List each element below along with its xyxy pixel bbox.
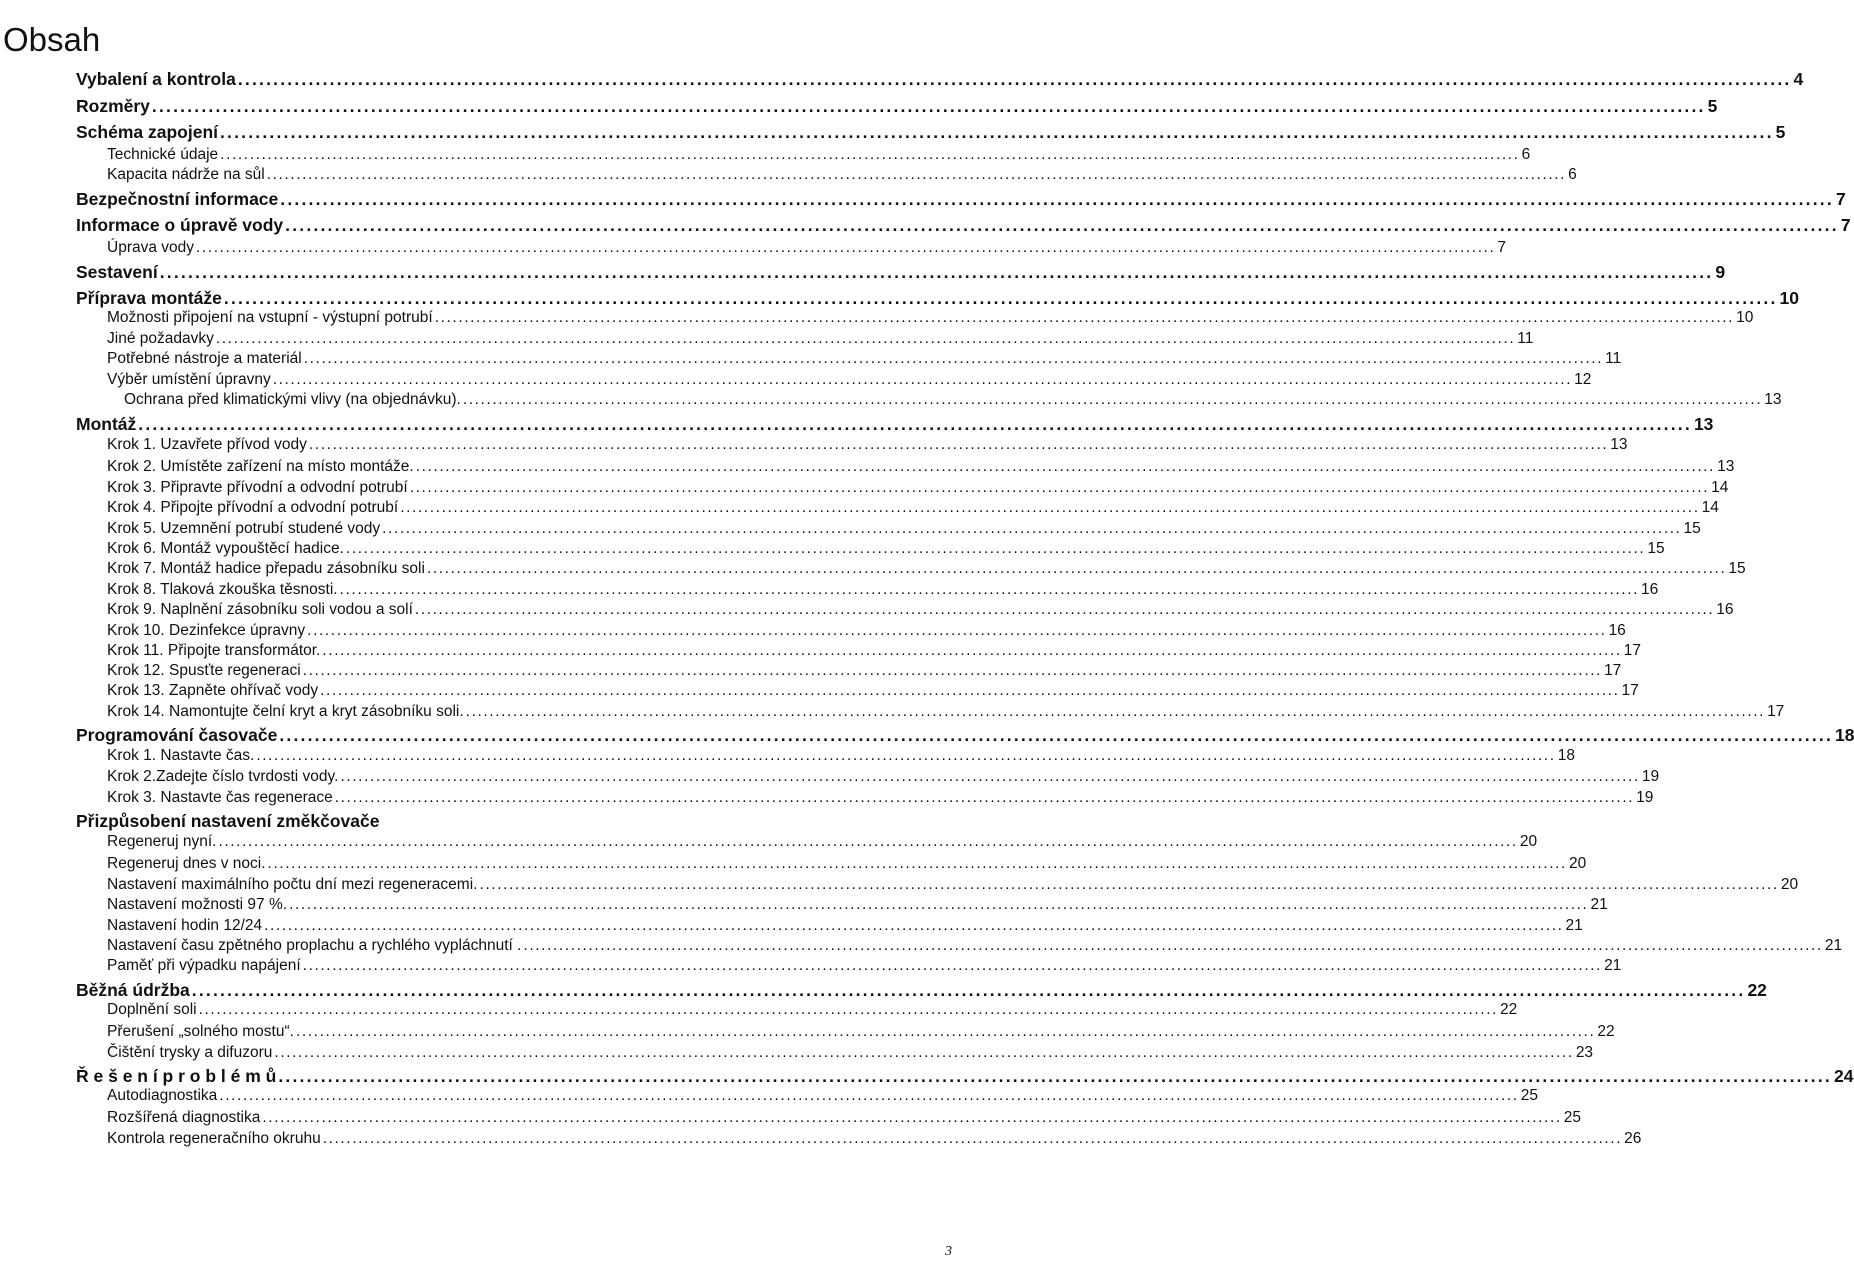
toc-entry-label: Krok 3. Nastavte čas regenerace [107,789,333,806]
toc-leader-dots: ............................................................................................................................................................................................................................ [307,622,1607,639]
toc-entry-label: Krok 2.Zadejte číslo tvrdosti vody. [107,768,339,785]
toc-entry-label: Regeneruj dnes v noci. [107,855,266,872]
toc-leader-dots: ............................................................................................................................................................................................................................ [262,1109,1562,1126]
toc-entry-subsection[interactable] [107,855,1587,873]
toc-leader-dots: ............................................................................................................................................................................................................................ [523,937,1823,954]
toc-entry-label: Montáž [76,414,137,434]
toc-entry-page: 17 [1623,642,1642,659]
toc-leader-dots: ............................................................................................................................................................................................................................ [434,309,1735,326]
page-number: 3 [945,1244,952,1259]
toc-entry-label: Jiné požadavky [107,330,214,347]
toc-entry-section[interactable] [76,122,1786,143]
toc-leader-dots: ............................................................................................................................................................................................................................ [303,350,1604,367]
toc-entry-page: 24 [1833,1066,1854,1086]
toc-entry-label: Bezpečnostní informace [76,189,279,209]
toc-entry-subsection[interactable] [107,622,1626,640]
toc-entry-label: Běžná údržba [76,980,190,1000]
toc-entry-page: 7 [1840,215,1851,235]
toc-entry-label: Schéma zapojení [76,122,218,142]
toc-leader-dots: ............................................................................................................................................................................................................................ [334,789,1635,806]
toc-entry-page: 9 [1715,262,1726,282]
toc-entry-subsection[interactable] [107,309,1754,327]
toc-entry-page: 18 [1835,725,1854,745]
toc-leader-dots: ............................................................................................................................................................................................................................ [219,1087,1519,1104]
toc-entry-page: 15 [1683,520,1701,537]
toc-entry-page: 25 [1520,1087,1538,1104]
toc-entry-label: Krok 13. Zapněte ohřívač vody [107,682,319,699]
toc-entry-label: Úprava vody [107,239,195,256]
toc-entry-label: Krok 11. Připojte transformátor. [107,642,321,659]
toc-entry-page: 11 [1517,330,1534,347]
toc-entry-subsection[interactable] [107,436,1628,454]
toc-leader-dots: ............................................................................................................................................................................................................................ [400,499,1700,516]
toc-entry-label: Přerušení „solného mostu“. [107,1023,294,1040]
toc-entry-page: 13 [1693,414,1714,434]
toc-entry-page: 7 [1497,239,1507,256]
toc-entry-label: Autodiagnostika [107,1087,218,1104]
toc-entry-subsection[interactable] [107,1044,1594,1062]
toc-entry-subsection[interactable] [107,166,1577,184]
toc-entry-page: 10 [1736,309,1754,326]
toc-entry-subsection[interactable] [107,520,1701,538]
toc-entry-subsection[interactable] [107,876,1799,894]
toc-entry-subsection[interactable] [107,540,1665,558]
toc-entry-subsection[interactable] [107,957,1622,975]
toc-leader-dots: ............................................................................................................................................................................................................................ [302,662,1603,679]
toc-entry-subsection[interactable] [107,917,1583,935]
toc-entry-subsection[interactable] [107,1109,1582,1127]
toc-leader-dots: ............................................................................................................................................................................................................................ [151,96,1706,116]
toc-entry-label: Rozšířená diagnostika [107,1109,261,1126]
toc-entry-subsection[interactable] [107,1023,1615,1041]
toc-entry-page: 21 [1590,896,1608,913]
toc-entry-section[interactable] [76,414,1714,435]
toc-entry-page: 19 [1641,768,1660,785]
toc-entry-subsection[interactable] [107,937,1843,955]
toc-entry-label: Doplnění soli [107,1001,197,1018]
toc-entry-label: Rozměry [76,96,150,116]
toc-entry-page: 17 [1621,682,1639,699]
toc-entry-subsection[interactable] [107,768,1660,786]
toc-leader-dots: ............................................................................................................................................................................................................................ [289,896,1589,913]
toc-leader-dots: ............................................................................................................................................................................................................................ [340,768,1640,785]
toc-entry-page: 5 [1707,96,1718,116]
toc-leader-dots: ............................................................................................................................................................................................................................ [280,189,1834,209]
toc-entry-label: Krok 3. Připravte přívodní a odvodní potrubí [107,479,408,496]
toc-entry-label: Potřebné nástroje a materiál [107,350,302,367]
toc-entry-page: 14 [1701,499,1719,516]
toc-leader-dots: ............................................................................................................................................................................................................................ [220,146,1520,163]
toc-entry-label: Kontrola regeneračního okruhu [107,1130,321,1147]
toc-entry-label: Nastavení možnosti 97 %. [107,896,288,913]
toc-entry-label: Krok 1. Nastavte čas. [107,747,255,764]
toc-entry-label: Nastavení času zpětného proplachu a rychlého vypláchnutí . [107,937,522,954]
toc-leader-dots: ............................................................................................................................................................................................................................ [237,69,1792,89]
toc-entry-section[interactable] [76,189,1846,210]
toc-entry-subsection[interactable] [107,1001,1518,1019]
toc-entry-page: 15 [1728,560,1746,577]
toc-leader-dots: ............................................................................................................................................................................................................................ [266,166,1567,183]
toc-entry-subsection[interactable] [107,833,1538,851]
toc-entry-subsection[interactable] [107,146,1531,164]
toc-entry-label: Krok 4. Připojte přívodní a odvodní potrubí [107,499,399,516]
toc-entry-subsection[interactable] [107,239,1507,257]
toc-leader-dots: ............................................................................................................................................................................................................................ [267,855,1567,872]
toc-leader-dots: ............................................................................................................................................................................................................................ [274,1044,1574,1061]
toc-entry-subsection[interactable] [124,391,1782,409]
toc-leader-dots: ............................................................................................................................................................................................................................ [308,436,1609,453]
toc-entry-page: 13 [1610,436,1628,453]
toc-entry-subsection[interactable] [107,601,1734,619]
toc-entry-page: 4 [1793,69,1804,89]
toc-entry-subsection[interactable] [107,1087,1538,1105]
toc-leader-dots: ............................................................................................................................................................................................................................ [415,458,1716,475]
toc-entry-subsection[interactable] [107,330,1534,348]
toc-entry-subsection[interactable] [107,703,1785,721]
toc-entry-label: Příprava montáže [76,288,222,308]
toc-entry-label: Vybalení a kontrola [76,69,236,89]
toc-entry-label: Krok 2. Umístěte zařízení na místo montáže. [107,458,414,475]
toc-entry-label: Krok 9. Naplnění zásobníku soli vodou a solí [107,601,413,618]
toc-entry-subsection[interactable] [107,458,1735,476]
toc-leader-dots: ............................................................................................................................................................................................................................ [382,520,1682,537]
toc-entry-section[interactable] [76,215,1851,236]
toc-entry-label: Paměť při výpadku napájení [107,957,301,974]
toc-entry-section[interactable] [76,811,954,832]
toc-entry-page: 20 [1568,855,1587,872]
toc-entry-page: 23 [1575,1044,1594,1061]
toc-leader-dots: ............................................................................................................................................................................................................................ [465,703,1766,720]
toc-entry-page: 7 [1835,189,1846,209]
toc-entry-label: Nastavení maximálního počtu dní mezi regeneracemi. [107,876,478,893]
toc-entry-label: Programování časovače [76,725,278,745]
toc-entry-label: Ř e š e n í p r o b l é m ů [76,1066,277,1086]
toc-leader-dots: ............................................................................................................................................................................................................................ [218,833,1518,850]
toc-leader-dots: ............................................................................................................................................................................................................................ [339,581,1640,598]
toc-leader-dots: ............................................................................................................................................................................................................................ [320,682,1620,699]
toc-entry-subsection[interactable] [107,350,1622,368]
toc-entry-page: 21 [1824,937,1843,954]
toc-leader-dots: ............................................................................................................................................................................................................................ [220,122,1774,142]
toc-leader-dots: ............................................................................................................................................................................................................................ [278,1066,1832,1086]
toc-entry-subsection[interactable] [107,479,1729,497]
toc-entry-page: 14 [1711,479,1729,496]
toc-leader-dots: ............................................................................................................................................................................................................................ [479,876,1779,893]
toc-entry-subsection[interactable] [107,371,1592,389]
toc-entry-section[interactable] [76,288,1800,309]
toc-entry-page: 5 [1775,122,1786,142]
toc-leader-dots: ............................................................................................................................................................................................................................ [462,391,1763,408]
toc-leader-dots: ............................................................................................................................................................................................................................ [272,371,1573,388]
toc-entry-label: Přizpůsobení nastavení změkčovače [76,811,380,831]
toc-entry-page: 15 [1647,540,1665,557]
toc-entry-label: Výběr umístění úpravny [107,371,271,388]
toc-entry-page: 12 [1574,371,1592,388]
toc-leader-dots: ............................................................................................................................................................................................................................ [295,1023,1596,1040]
toc-entry-page: 22 [1597,1023,1615,1040]
toc-entry-label: Krok 10. Dezinfekce úpravny [107,622,306,639]
toc-entry-page: 21 [1604,957,1622,974]
toc-entry-section[interactable] [76,1066,1854,1087]
toc-entry-section[interactable] [76,980,1767,1001]
toc-leader-dots: ............................................................................................................................................................................................................................ [322,1130,1623,1147]
toc-entry-label: Informace o úpravě vody [76,215,284,235]
toc-entry-page: 26 [1624,1130,1642,1147]
toc-entry-page: 20 [1780,876,1799,893]
toc-entry-page: 20 [1519,833,1538,850]
toc-entry-subsection[interactable] [107,499,1719,517]
toc-entry-section[interactable] [76,262,1726,283]
toc-entry-page: 6 [1521,146,1531,163]
toc-entry-page: 10 [1779,288,1800,308]
toc-leader-dots: ............................................................................................................................................................................................................................ [196,239,1496,256]
toc-entry-label: Krok 8. Tlaková zkouška těsnosti. [107,581,338,598]
toc-entry-page: 17 [1767,703,1785,720]
toc-entry-subsection[interactable] [107,581,1659,599]
toc-entry-label: Nastavení hodin 12/24 [107,917,263,934]
toc-entry-label: Krok 14. Namontujte čelní kryt a kryt zásobníku soli. [107,703,464,720]
toc-entry-label: Krok 7. Montáž hadice přepadu zásobníku soli [107,560,425,577]
toc-entry-page: 13 [1717,458,1735,475]
toc-entry-section[interactable] [76,69,1804,90]
toc-entry-page: 13 [1764,391,1782,408]
toc-entry-label: Sestavení [76,262,158,282]
toc-entry-subsection[interactable] [107,1130,1642,1148]
toc-entry-label: Krok 12. Spusťte regeneraci [107,662,301,679]
toc-leader-dots: ............................................................................................................................................................................................................................ [426,560,1727,577]
toc-leader-dots: ............................................................................................................................................................................................................................ [198,1001,1499,1018]
page-title: Obsah [3,21,101,58]
toc-entry-label: Kapacita nádrže na sůl [107,166,265,183]
toc-entry-page: 16 [1608,622,1626,639]
toc-entry-label: Možnosti připojení na vstupní - výstupní potrubí [107,309,433,326]
toc-leader-dots: ............................................................................................................................................................................................................................ [191,980,1746,1000]
toc-entry-page: 11 [1605,350,1622,367]
toc-leader-dots: ............................................................................................................................................................................................................................ [256,747,1556,764]
toc-entry-label: Krok 5. Uzemnění potrubí studené vody [107,520,381,537]
toc-entry-section[interactable] [76,96,1718,117]
toc-leader-dots: ............................................................................................................................................................................................................................ [279,725,1834,745]
toc-entry-label: Ochrana před klimatickými vlivy (na objednávku). [124,391,461,408]
toc-entry-section[interactable] [76,725,1854,746]
toc-entry-subsection[interactable] [107,642,1642,660]
toc-leader-dots: ............................................................................................................................................................................................................................ [264,917,1564,934]
toc-entry-page: 16 [1641,581,1659,598]
toc-leader-dots: ............................................................................................................................................................................................................................ [285,215,1839,235]
toc-entry-page: 21 [1565,917,1583,934]
toc-entry-label: Regeneruj nyní. [107,833,217,850]
toc-entry-label: Krok 1. Uzavřete přívod vody [107,436,307,453]
toc-leader-dots: ............................................................................................................................................................................................................................ [223,288,1778,308]
toc-entry-subsection[interactable] [107,662,1622,680]
toc-leader-dots: ............................................................................................................................................................................................................................ [414,601,1715,618]
toc-entry-label: Čištění trysky a difuzoru [107,1044,273,1061]
toc-entry-label: Krok 6. Montáž vypouštěcí hadice. [107,540,344,557]
toc-entry-label: Technické údaje [107,146,219,163]
toc-leader-dots: ............................................................................................................................................................................................................................ [322,642,1622,659]
toc-entry-subsection[interactable] [107,789,1654,807]
toc-leader-dots: ............................................................................................................................................................................................................................ [215,330,1516,347]
toc-entry-page: 6 [1568,166,1577,183]
toc-leader-dots: ............................................................................................................................................................................................................................ [159,262,1714,282]
toc-leader-dots: ............................................................................................................................................................................................................................ [302,957,1603,974]
toc-entry-page: 25 [1563,1109,1582,1126]
toc-leader-dots: ............................................................................................................................................................................................................................ [345,540,1646,557]
toc-entry-page: 16 [1716,601,1734,618]
toc-leader-dots: ............................................................................................................................................................................................................................ [138,414,1692,434]
toc-entry-subsection[interactable] [107,560,1746,578]
toc-entry-page: 18 [1557,747,1575,764]
toc-entry-subsection[interactable] [107,747,1575,765]
toc-entry-page: 22 [1500,1001,1518,1018]
toc-entry-page: 17 [1604,662,1622,679]
toc-leader-dots: ............................................................................................................................................................................................................................ [409,479,1710,496]
toc-entry-subsection[interactable] [107,896,1608,914]
toc-entry-subsection[interactable] [107,682,1639,700]
toc-entry-page: 22 [1747,980,1767,1000]
toc-entry-page: 19 [1636,789,1654,806]
